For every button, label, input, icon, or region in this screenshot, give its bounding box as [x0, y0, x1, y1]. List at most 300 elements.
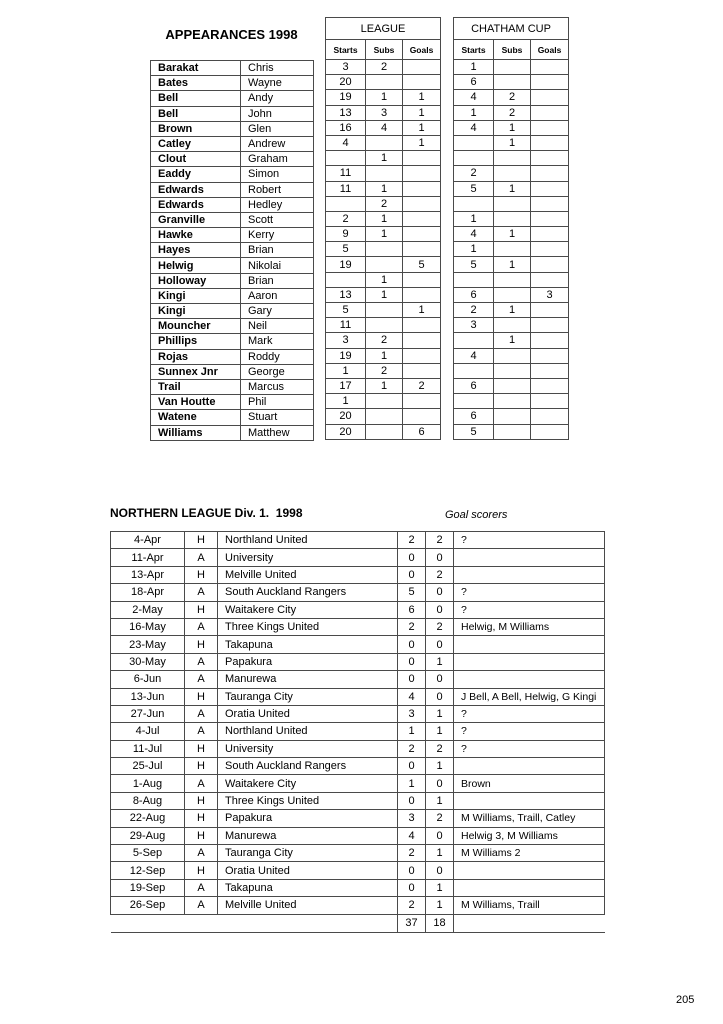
- cup-goals-value: [531, 409, 569, 424]
- opponent-name: South Auckland Rangers: [218, 584, 398, 601]
- fixture-row: [111, 688, 605, 705]
- player-firstname: Andrew: [241, 136, 314, 151]
- cup-stats-row: [454, 60, 569, 75]
- cup-starts-header: Starts: [454, 40, 494, 60]
- player-firstname: Brian: [241, 273, 314, 288]
- league-stats-row: [326, 211, 441, 226]
- match-date: 22-Aug: [111, 810, 185, 827]
- fixture-row: [111, 723, 605, 740]
- opponent-name: Northland United: [218, 532, 398, 549]
- goals-for: 0: [398, 549, 426, 566]
- cup-stats-row: [454, 303, 569, 318]
- league-stats-row: [326, 287, 441, 302]
- player-name-row: [151, 334, 314, 349]
- match-date: 11-Apr: [111, 549, 185, 566]
- opponent-name: South Auckland Rangers: [218, 758, 398, 775]
- cup-subs-value: [494, 287, 531, 302]
- league-stats-row: [326, 318, 441, 333]
- home-away-indicator: H: [185, 566, 218, 583]
- fixture-row: [111, 566, 605, 583]
- opponent-name: Three Kings United: [218, 618, 398, 635]
- player-firstname: John: [241, 106, 314, 121]
- goals-for: 0: [398, 636, 426, 653]
- league-starts-value: [326, 272, 366, 287]
- player-surname: Mouncher: [151, 319, 241, 334]
- fixture-row: [111, 827, 605, 844]
- league-starts-value: 13: [326, 287, 366, 302]
- league-subs-value: [366, 424, 403, 439]
- player-firstname: Nikolai: [241, 258, 314, 273]
- cup-stats-row: [454, 257, 569, 272]
- league-stats-row: [326, 378, 441, 393]
- cup-subs-value: [494, 424, 531, 439]
- goal-scorers: [454, 653, 605, 670]
- player-firstname: Graham: [241, 152, 314, 167]
- goals-against: 2: [426, 532, 454, 549]
- match-date: 13-Jun: [111, 688, 185, 705]
- league-goals-value: [403, 348, 441, 363]
- league-subs-value: 1: [366, 287, 403, 302]
- league-stats-row: [326, 303, 441, 318]
- cup-starts-value: 6: [454, 378, 494, 393]
- cup-starts-value: 3: [454, 318, 494, 333]
- cup-subs-value: 1: [494, 227, 531, 242]
- goals-against: 0: [426, 584, 454, 601]
- goals-for: 3: [398, 810, 426, 827]
- league-stats-row: [326, 120, 441, 135]
- league-stats-row: [326, 242, 441, 257]
- player-name-row: [151, 228, 314, 243]
- cup-subs-value: 1: [494, 303, 531, 318]
- league-starts-value: 16: [326, 120, 366, 135]
- match-date: 12-Sep: [111, 862, 185, 879]
- goal-scorers: Helwig, M Williams: [454, 618, 605, 635]
- player-surname: Kingi: [151, 304, 241, 319]
- league-starts-value: 3: [326, 60, 366, 75]
- fixture-row: [111, 618, 605, 635]
- home-away-indicator: H: [185, 827, 218, 844]
- cup-starts-value: 6: [454, 287, 494, 302]
- cup-goals-value: [531, 166, 569, 181]
- goal-scorers: ?: [454, 705, 605, 722]
- goals-for: 0: [398, 653, 426, 670]
- cup-starts-value: 2: [454, 303, 494, 318]
- goal-scorers: [454, 671, 605, 688]
- cup-stats-row: [454, 105, 569, 120]
- goals-against: 0: [426, 775, 454, 792]
- league-goals-value: [403, 333, 441, 348]
- league-starts-value: 1: [326, 363, 366, 378]
- goals-for: 0: [398, 792, 426, 809]
- cup-goals-header: Goals: [531, 40, 569, 60]
- player-surname: Bates: [151, 76, 241, 91]
- league-goals-value: [403, 272, 441, 287]
- player-name-row: [151, 349, 314, 364]
- cup-stats-row: [454, 211, 569, 226]
- totals-spacer: [454, 914, 605, 932]
- league-stats-row: [326, 424, 441, 439]
- goals-against: 1: [426, 845, 454, 862]
- opponent-name: Manurewa: [218, 671, 398, 688]
- opponent-name: Tauranga City: [218, 845, 398, 862]
- match-date: 29-Aug: [111, 827, 185, 844]
- league-stats-row: [326, 151, 441, 166]
- goal-scorers: [454, 758, 605, 775]
- goals-for: 4: [398, 827, 426, 844]
- player-name-row: [151, 395, 314, 410]
- goals-for: 5: [398, 584, 426, 601]
- cup-subs-value: [494, 151, 531, 166]
- cup-starts-value: [454, 196, 494, 211]
- cup-subs-value: 1: [494, 135, 531, 150]
- league-goals-value: [403, 363, 441, 378]
- cup-goals-value: [531, 120, 569, 135]
- cup-subs-value: [494, 363, 531, 378]
- player-firstname: Hedley: [241, 197, 314, 212]
- opponent-name: Waitakere City: [218, 601, 398, 618]
- league-goals-value: [403, 287, 441, 302]
- cup-subs-value: 2: [494, 105, 531, 120]
- league-starts-value: 20: [326, 409, 366, 424]
- player-firstname: Andy: [241, 91, 314, 106]
- cup-stats-row: [454, 363, 569, 378]
- cup-starts-value: [454, 272, 494, 287]
- goals-against: 0: [426, 549, 454, 566]
- league-subs-value: [366, 303, 403, 318]
- goal-scorers: M Williams 2: [454, 845, 605, 862]
- totals-row: [111, 914, 605, 932]
- cup-stats-row: [454, 287, 569, 302]
- league-goals-value: [403, 181, 441, 196]
- league-goals-header: Goals: [403, 40, 441, 60]
- fixture-row: [111, 636, 605, 653]
- cup-subs-value: [494, 318, 531, 333]
- league-goals-value: 5: [403, 257, 441, 272]
- goals-for: 4: [398, 688, 426, 705]
- cup-stats-row: [454, 227, 569, 242]
- cup-subs-value: [494, 75, 531, 90]
- goals-for: 1: [398, 775, 426, 792]
- fixture-row: [111, 862, 605, 879]
- league-starts-value: [326, 196, 366, 211]
- cup-goals-value: [531, 378, 569, 393]
- player-name-row: [151, 319, 314, 334]
- goal-scorers: ?: [454, 723, 605, 740]
- match-date: 11-Jul: [111, 740, 185, 757]
- player-surname: Kingi: [151, 288, 241, 303]
- fixture-row: [111, 584, 605, 601]
- opponent-name: Melville United: [218, 897, 398, 914]
- home-away-indicator: A: [185, 845, 218, 862]
- opponent-name: Three Kings United: [218, 792, 398, 809]
- goals-for: 6: [398, 601, 426, 618]
- opponent-name: University: [218, 740, 398, 757]
- league-subs-value: [366, 242, 403, 257]
- goals-against: 0: [426, 671, 454, 688]
- league-header-row: [326, 18, 441, 40]
- league-stats-row: [326, 75, 441, 90]
- cup-goals-value: [531, 242, 569, 257]
- goal-scorers: ?: [454, 584, 605, 601]
- cup-goals-value: [531, 257, 569, 272]
- league-stats-row: [326, 105, 441, 120]
- cup-subs-header: Subs: [494, 40, 531, 60]
- goals-for: 2: [398, 897, 426, 914]
- goals-for: 2: [398, 532, 426, 549]
- player-surname: Granville: [151, 212, 241, 227]
- goal-scorers: [454, 792, 605, 809]
- fixture-row: [111, 653, 605, 670]
- player-surname: Van Houtte: [151, 395, 241, 410]
- league-goals-value: [403, 318, 441, 333]
- league-stats-row: [326, 90, 441, 105]
- goals-for: 2: [398, 740, 426, 757]
- fixtures-title: NORTHERN LEAGUE Div. 1. 1998: [110, 506, 303, 520]
- player-name-row: [151, 425, 314, 440]
- goal-scorers: Brown: [454, 775, 605, 792]
- cup-stats-row: [454, 75, 569, 90]
- player-surname: Bell: [151, 106, 241, 121]
- player-firstname: Brian: [241, 243, 314, 258]
- home-away-indicator: H: [185, 688, 218, 705]
- player-surname: Phillips: [151, 334, 241, 349]
- home-away-indicator: A: [185, 897, 218, 914]
- home-away-indicator: H: [185, 758, 218, 775]
- cup-starts-value: 1: [454, 60, 494, 75]
- cup-subs-value: [494, 242, 531, 257]
- league-starts-value: 2: [326, 211, 366, 226]
- cup-goals-value: [531, 348, 569, 363]
- cup-subs-value: 2: [494, 90, 531, 105]
- cup-goals-value: [531, 363, 569, 378]
- opponent-name: Papakura: [218, 653, 398, 670]
- league-goals-value: [403, 394, 441, 409]
- goals-for: 0: [398, 758, 426, 775]
- player-firstname: George: [241, 364, 314, 379]
- cup-subheader-row: [454, 40, 569, 60]
- match-date: 1-Aug: [111, 775, 185, 792]
- match-date: 4-Apr: [111, 532, 185, 549]
- match-date: 6-Jun: [111, 671, 185, 688]
- home-away-indicator: A: [185, 723, 218, 740]
- league-stats-row: [326, 257, 441, 272]
- goal-scorers-label: Goal scorers: [445, 509, 508, 521]
- league-starts-value: 4: [326, 135, 366, 150]
- cup-goals-value: [531, 303, 569, 318]
- league-stats-row: [326, 363, 441, 378]
- cup-goals-value: [531, 318, 569, 333]
- cup-starts-value: 6: [454, 75, 494, 90]
- player-firstname: Matthew: [241, 425, 314, 440]
- match-date: 18-Apr: [111, 584, 185, 601]
- league-subs-value: 2: [366, 60, 403, 75]
- match-date: 30-May: [111, 653, 185, 670]
- player-surname: Watene: [151, 410, 241, 425]
- cup-starts-value: 4: [454, 348, 494, 363]
- home-away-indicator: A: [185, 671, 218, 688]
- fixtures-table: [110, 531, 605, 933]
- goals-for: 2: [398, 618, 426, 635]
- league-subs-value: 1: [366, 151, 403, 166]
- cup-stats-row: [454, 120, 569, 135]
- league-starts-value: 5: [326, 242, 366, 257]
- league-stats-table: [325, 17, 441, 440]
- player-firstname: Marcus: [241, 379, 314, 394]
- player-name-row: [151, 212, 314, 227]
- league-starts-value: 19: [326, 90, 366, 105]
- league-subs-value: [366, 409, 403, 424]
- cup-goals-value: [531, 211, 569, 226]
- league-starts-value: 20: [326, 75, 366, 90]
- player-name-row: [151, 288, 314, 303]
- goals-against: 2: [426, 810, 454, 827]
- chatham-cup-stats-table: [453, 17, 569, 440]
- match-date: 13-Apr: [111, 566, 185, 583]
- league-subs-value: 1: [366, 90, 403, 105]
- cup-goals-value: [531, 75, 569, 90]
- player-name-row: [151, 197, 314, 212]
- opponent-name: Tauranga City: [218, 688, 398, 705]
- goals-against: 1: [426, 723, 454, 740]
- league-goals-value: 2: [403, 378, 441, 393]
- cup-starts-value: 4: [454, 227, 494, 242]
- player-name-row: [151, 182, 314, 197]
- player-name-row: [151, 76, 314, 91]
- cup-starts-value: 1: [454, 105, 494, 120]
- league-starts-header: Starts: [326, 40, 366, 60]
- player-firstname: Phil: [241, 395, 314, 410]
- fixture-row: [111, 740, 605, 757]
- home-away-indicator: H: [185, 532, 218, 549]
- league-stats-row: [326, 394, 441, 409]
- cup-goals-value: [531, 227, 569, 242]
- chatham-cup-header: CHATHAM CUP: [454, 18, 569, 40]
- opponent-name: Manurewa: [218, 827, 398, 844]
- league-subs-value: 1: [366, 348, 403, 363]
- league-subs-value: [366, 318, 403, 333]
- league-subheader-row: [326, 40, 441, 60]
- cup-stats-row: [454, 90, 569, 105]
- cup-subs-value: [494, 211, 531, 226]
- league-subs-value: 1: [366, 181, 403, 196]
- match-date: 2-May: [111, 601, 185, 618]
- player-firstname: Chris: [241, 61, 314, 76]
- match-date: 8-Aug: [111, 792, 185, 809]
- opponent-name: Oratia United: [218, 862, 398, 879]
- fixture-row: [111, 549, 605, 566]
- league-subs-value: 3: [366, 105, 403, 120]
- players-name-table: [150, 60, 314, 441]
- league-goals-value: [403, 75, 441, 90]
- league-stats-row: [326, 135, 441, 150]
- player-surname: Catley: [151, 136, 241, 151]
- player-surname: Holloway: [151, 273, 241, 288]
- goal-scorers: [454, 566, 605, 583]
- player-name-row: [151, 61, 314, 76]
- goals-for: 0: [398, 862, 426, 879]
- goals-against: 0: [426, 862, 454, 879]
- fixture-row: [111, 601, 605, 618]
- league-goals-value: [403, 60, 441, 75]
- home-away-indicator: H: [185, 601, 218, 618]
- fixture-row: [111, 845, 605, 862]
- home-away-indicator: H: [185, 862, 218, 879]
- fixture-row: [111, 532, 605, 549]
- cup-stats-row: [454, 394, 569, 409]
- league-subs-value: 1: [366, 378, 403, 393]
- home-away-indicator: H: [185, 792, 218, 809]
- cup-header-row: [454, 18, 569, 40]
- goal-scorers: [454, 549, 605, 566]
- cup-goals-value: 3: [531, 287, 569, 302]
- player-firstname: Gary: [241, 304, 314, 319]
- player-name-row: [151, 243, 314, 258]
- league-subs-value: 1: [366, 272, 403, 287]
- league-starts-value: 11: [326, 181, 366, 196]
- cup-starts-value: [454, 135, 494, 150]
- home-away-indicator: H: [185, 810, 218, 827]
- league-starts-value: 5: [326, 303, 366, 318]
- league-subs-value: 1: [366, 227, 403, 242]
- goal-scorers: Helwig 3, M Williams: [454, 827, 605, 844]
- league-starts-value: 20: [326, 424, 366, 439]
- league-stats-row: [326, 196, 441, 211]
- goals-for: 0: [398, 671, 426, 688]
- cup-stats-row: [454, 196, 569, 211]
- league-subs-value: 2: [366, 196, 403, 211]
- league-stats-row: [326, 272, 441, 287]
- goals-against: 1: [426, 653, 454, 670]
- total-goals-against: 18: [426, 914, 454, 932]
- player-surname: Edwards: [151, 197, 241, 212]
- match-date: 16-May: [111, 618, 185, 635]
- player-surname: Hayes: [151, 243, 241, 258]
- player-name-row: [151, 410, 314, 425]
- league-goals-value: [403, 409, 441, 424]
- league-goals-value: 1: [403, 120, 441, 135]
- goals-for: 0: [398, 879, 426, 896]
- league-goals-value: [403, 196, 441, 211]
- goal-scorers: [454, 636, 605, 653]
- fixture-row: [111, 792, 605, 809]
- player-firstname: Glen: [241, 121, 314, 136]
- player-firstname: Simon: [241, 167, 314, 182]
- league-goals-value: 6: [403, 424, 441, 439]
- cup-stats-row: [454, 333, 569, 348]
- league-goals-value: 1: [403, 90, 441, 105]
- cup-starts-value: [454, 151, 494, 166]
- league-stats-row: [326, 348, 441, 363]
- home-away-indicator: A: [185, 705, 218, 722]
- league-goals-value: 1: [403, 135, 441, 150]
- league-goals-value: [403, 166, 441, 181]
- cup-goals-value: [531, 333, 569, 348]
- player-surname: Trail: [151, 379, 241, 394]
- player-surname: Sunnex Jnr: [151, 364, 241, 379]
- match-date: 4-Jul: [111, 723, 185, 740]
- cup-goals-value: [531, 394, 569, 409]
- league-subs-value: 2: [366, 333, 403, 348]
- player-surname: Hawke: [151, 228, 241, 243]
- cup-subs-value: [494, 166, 531, 181]
- player-name-row: [151, 152, 314, 167]
- cup-subs-value: 1: [494, 333, 531, 348]
- cup-stats-row: [454, 166, 569, 181]
- cup-stats-row: [454, 242, 569, 257]
- cup-subs-value: [494, 394, 531, 409]
- cup-subs-value: [494, 409, 531, 424]
- match-date: 26-Sep: [111, 897, 185, 914]
